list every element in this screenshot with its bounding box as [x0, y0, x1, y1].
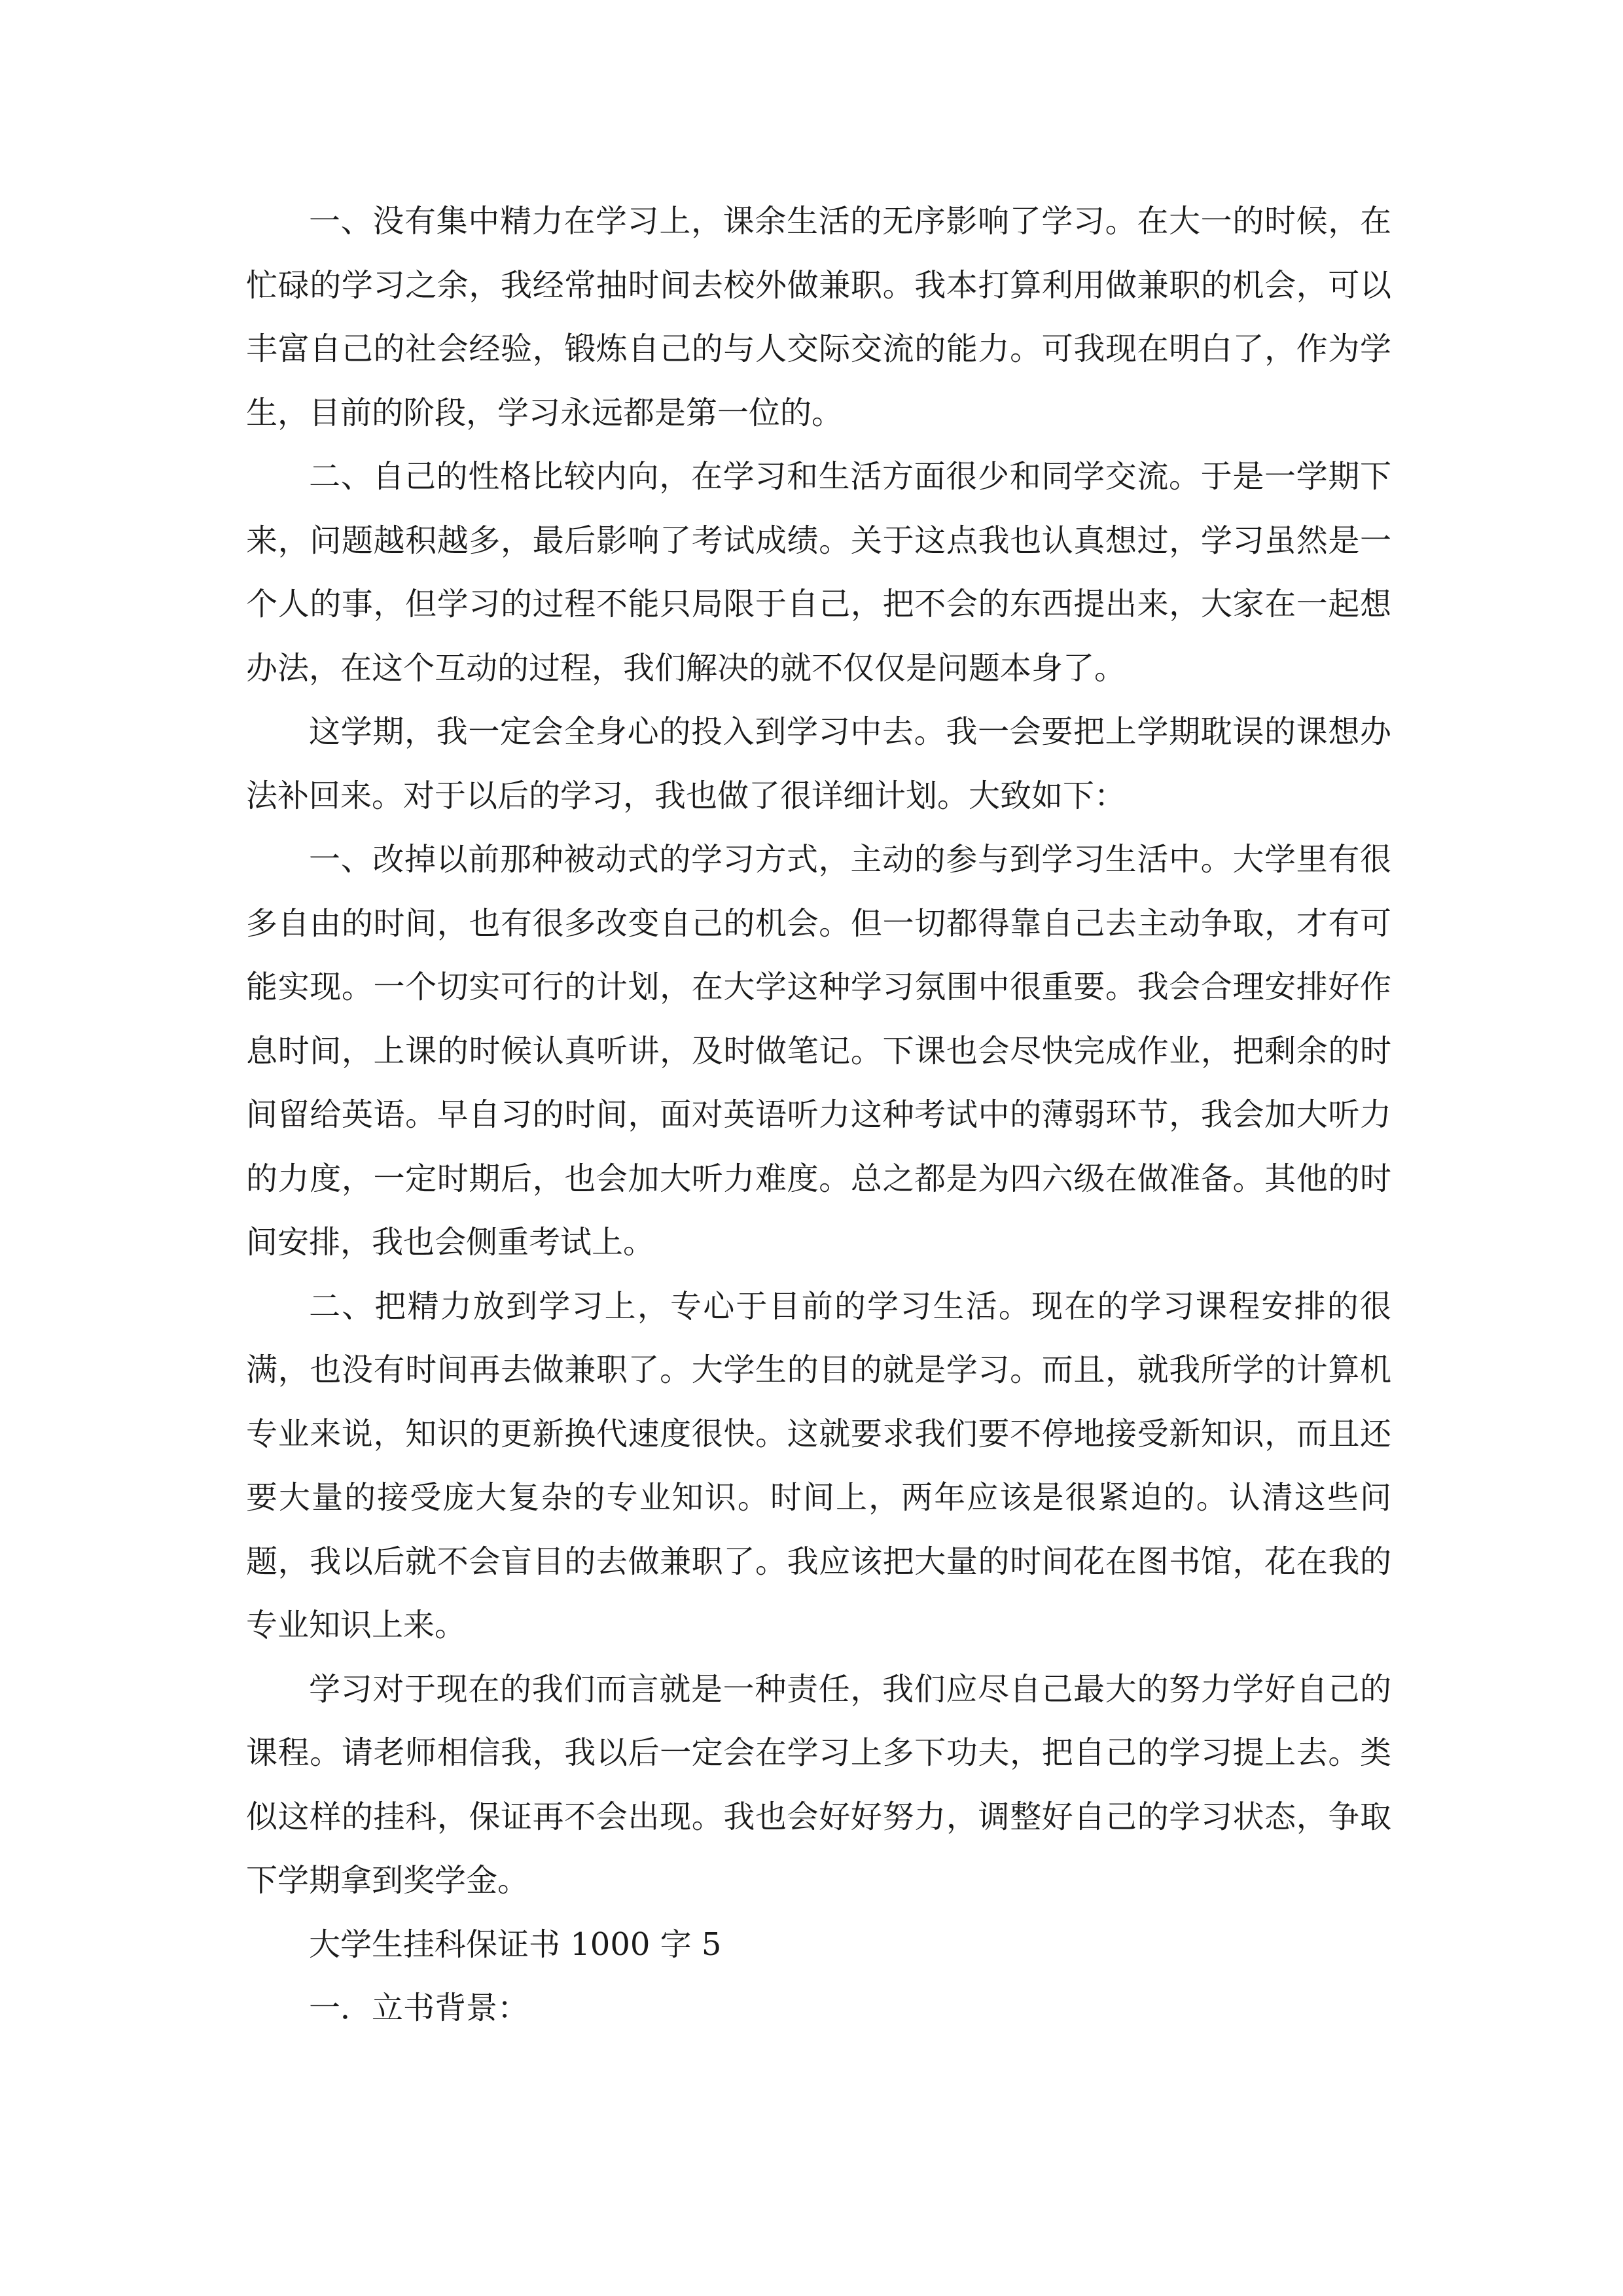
paragraph-5: 二、把精力放到学习上，专心于目前的学习生活。现在的学习课程安排的很满，也没有时间再去做兼职了。大学生的目的就是学习。而且，就我所学的计算机专业来说，知识的更新换代速度很快。这就要求我们要不停地接受新知识，而且还要大量的接受庞大复杂的专业知识。时间上，两年应该是很紧迫的。认清这些问题，我以后就不会盲目的去做兼职了。我应该把大量的时间花在图书馆，花在我的专业知识上来。 — [246, 1287, 1391, 1643]
paragraph-2: 二、自己的性格比较内向，在学习和生活方面很少和同学交流。于是一学期下来，问题越积越多，最后影响了考试成绩。关于这点我也认真想过，学习虽然是一个人的事，但学习的过程不能只局限于自己，把不会的东西提出来，大家在一起想办法，在这个互动的过程，我们解决的就不仅仅是问题本身了。 — [246, 458, 1391, 687]
document-body — [246, 190, 1391, 2041]
section-title: 大学生挂科保证书 1000 字 5 — [309, 1926, 722, 1963]
subheading: 一．立书背景： — [309, 1990, 529, 2026]
paragraph-3: 这学期，我一定会全身心的投入到学习中去。我一会要把上学期耽误的课想办法补回来。对于以后的学习，我也做了很详细计划。大致如下： — [246, 713, 1391, 814]
paragraph-6: 学习对于现在的我们而言就是一种责任，我们应尽自己最大的努力学好自己的课程。请老师相信我，我以后一定会在学习上多下功夫，把自己的学习提上去。类似这样的挂科，保证再不会出现。我也会好好努力，调整好自己的学习状态，争取下学期拿到奖学金。 — [246, 1670, 1391, 1899]
paragraph-1: 一、没有集中精力在学习上，课余生活的无序影响了学习。在大一的时候，在忙碌的学习之余，我经常抽时间去校外做兼职。我本打算利用做兼职的机会，可以丰富自己的社会经验，锻炼自己的与人交际交流的能力。可我现在明白了，作为学生，目前的阶段，学习永远都是第一位的。 — [246, 203, 1391, 431]
paragraph-4: 一、改掉以前那种被动式的学习方式，主动的参与到学习生活中。大学里有很多自由的时间，也有很多改变自己的机会。但一切都得靠自己去主动争取，才有可能实现。一个切实可行的计划，在大学这种学习氛围中很重要。我会合理安排好作息时间，上课的时候认真听讲，及时做笔记。下课也会尽快完成作业，把剩余的时间留给英语。早自习的时间，面对英语听力这种考试中的薄弱环节，我会加大听力的力度，一定时期后，也会加大听力难度。总之都是为四六级在做准备。其他的时间安排，我也会侧重考试上。 — [246, 841, 1391, 1261]
